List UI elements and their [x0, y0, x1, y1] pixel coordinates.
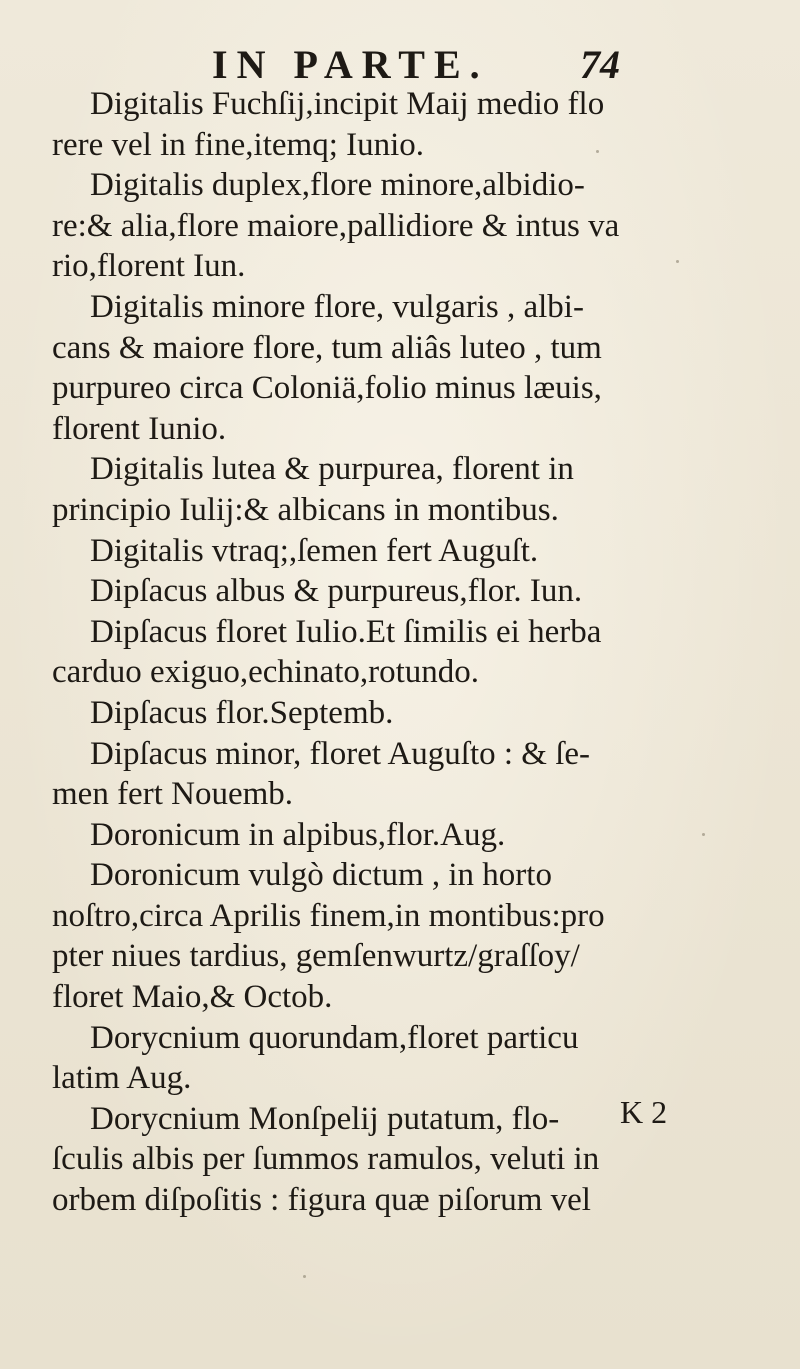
text-line: Doronicum vulgò dictum , in horto [90, 857, 552, 894]
text-line: carduo exiguo,echinato,rotundo. [52, 654, 480, 691]
text-line: floret Maio,& Octob. [52, 979, 333, 1016]
paper-speck [676, 260, 679, 263]
text-line: rio,florent Iun. [52, 248, 246, 285]
body-text [52, 84, 782, 1221]
text-line: Digitalis Fuchſij,incipit Maij medio flo [90, 86, 605, 122]
text-line: Dipſacus minor, floret Auguſto : & ſe- [90, 735, 591, 772]
text-line: Digitalis duplex,flore minore,albidio- [90, 167, 585, 204]
signature-mark: K 2 [620, 1094, 668, 1130]
text-line: ſculis albis per ſummos ramulos, veluti in [52, 1141, 600, 1178]
running-head: IN PARTE. [212, 42, 489, 87]
page-number: 74 [580, 42, 620, 87]
text-line: rere vel in fine,itemq; Iunio. [52, 126, 425, 163]
page-header [0, 40, 800, 90]
paper-speck [702, 833, 705, 836]
text-line: Dipſacus albus & purpureus,flor. Iun. [90, 573, 583, 610]
text-line: men fert Nouemb. [52, 776, 294, 813]
text-line: Digitalis vtraq;,ſemen fert Auguſt. [90, 532, 539, 569]
text-line: florent Iunio. [52, 410, 227, 447]
paper-speck [303, 1275, 306, 1278]
text-line: orbem diſpoſitis : figura quæ piſorum vel [52, 1182, 591, 1219]
text-line: Dipſacus flor.Septemb. [90, 694, 394, 731]
text-line: re:& alia,flore maiore,pallidiore & intus va [52, 207, 620, 244]
text-line: Digitalis minore flore, vulgaris , albi- [90, 288, 584, 325]
text-line: Digitalis lutea & purpurea, florent in [90, 451, 574, 488]
text-line: Dorycnium quorundam,floret particu [90, 1019, 579, 1056]
text-line: latim Aug. [52, 1060, 192, 1097]
text-line: Dipſacus floret Iulio.Et ſimilis ei herba [90, 613, 602, 650]
text-line: Doronicum in alpibus,flor.Aug. [90, 816, 506, 853]
text-line: Dorycnium Monſpelij putatum, flo- [90, 1100, 560, 1137]
paper-speck [596, 150, 599, 153]
text-line: purpureo circa Coloniä,folio minus læuis, [52, 370, 602, 407]
text-line: cans & maiore flore, tum aliâs luteo , tum [52, 329, 602, 366]
text-line: noſtro,circa Aprilis finem,in montibus:pro [52, 897, 605, 934]
text-line: pter niues tardius, gemſenwurtz/graſſoy/ [52, 938, 580, 975]
text-line: principio Iulij:& albicans in montibus. [52, 491, 559, 528]
